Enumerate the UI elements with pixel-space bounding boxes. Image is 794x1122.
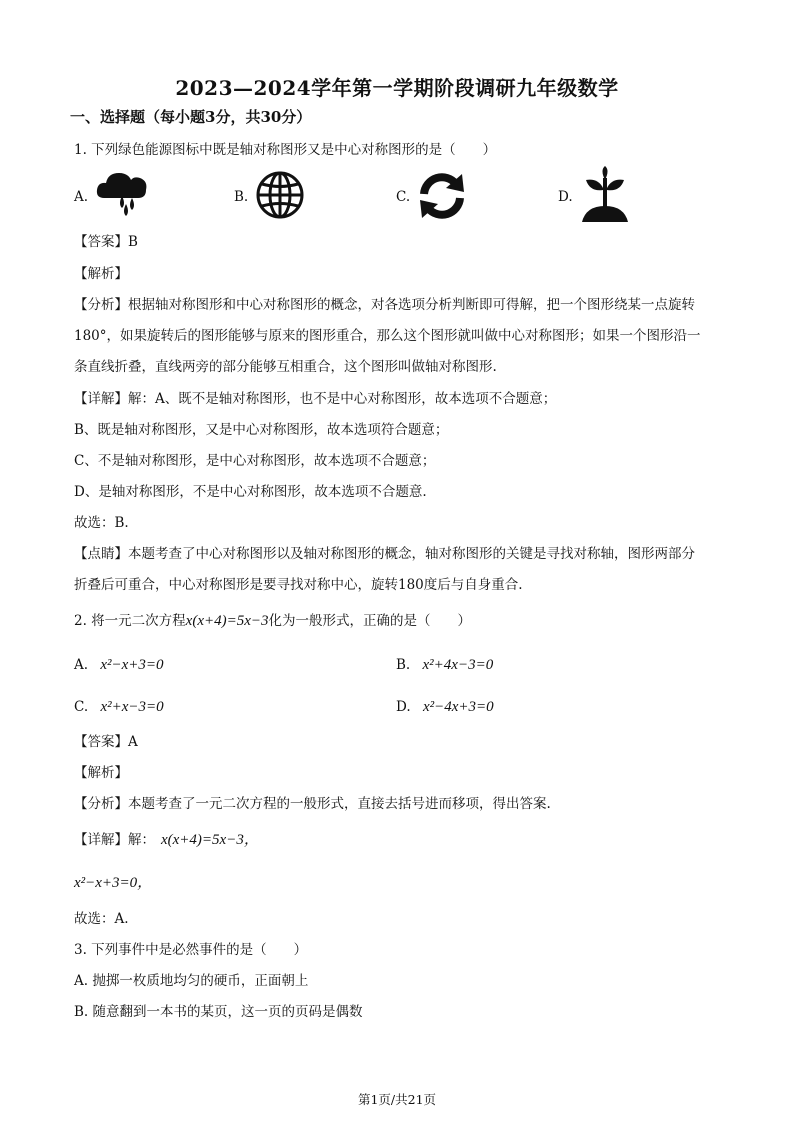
q2-detail-pre: 【详解】解： [74,832,155,848]
q2-option-b-label: B. [396,657,411,673]
q2-option-c-label: C. [74,699,89,715]
q2-analysis-heading: 【解析】 [74,765,128,781]
q1-option-b-label: B. [234,189,249,205]
section-heading: 一、选择题（每小题3分，共30分） [70,108,312,126]
q1-option-a-label: A. [74,189,89,205]
q1-comment-line-1: 【点睛】本题考查了中心对称图形以及轴对称图形的概念，轴对称图形的关键是寻找对称轴，图形两部分 [74,546,695,562]
q1-analysis-heading: 【解析】 [74,266,128,282]
q1-detail-line-4: D、是轴对称图形，不是中心对称图形，故本选项不合题意. [74,484,427,500]
q1-detail-line-1: 【详解】解：A、既不是轴对称图形，也不是中心对称图形，故本选项不合题意； [74,391,557,407]
sprout-icon [580,166,630,222]
q2-option-a [74,656,164,674]
cloud-rain-icon [94,168,150,218]
q2-option-a-label: A. [74,657,89,673]
q1-analysis-line-3: 条直线折叠，直线两旁的部分能够互相重合，这个图形叫做轴对称图形. [74,359,497,375]
q3-stem: 3. 下列事件中是必然事件的是（ ） [74,942,308,958]
q2-option-a-equation: x²−x+3=0 [100,657,164,673]
q2-stem [74,612,471,630]
page-title: 2023—2024学年第一学期阶段调研九年级数学 [175,76,619,100]
q2-stem-pre: 2. 将一元二次方程 [74,613,186,629]
q1-analysis-line-2: 180°，如果旋转后的图形能够与原来的图形重合，那么这个图形就叫做中心对称图形；如果一个图形沿一 [74,328,701,344]
q1-choice: 故选：B. [74,515,129,531]
q2-analysis: 【分析】本题考查了一元二次方程的一般形式，直接去括号进而移项，得出答案. [74,796,551,812]
q2-option-b-equation: x²+4x−3=0 [422,657,494,673]
q2-result-equation: x²−x+3=0， [74,875,153,891]
q2-option-d-equation: x²−4x+3=0 [422,699,494,715]
q2-detail [74,831,259,849]
q1-detail-line-2: B、既是轴对称图形，又是中心对称图形，故本选项符合题意； [74,422,449,438]
q2-detail-equation: x(x+4)=5x−3， [161,832,259,848]
q1-option-c-label: C. [396,189,411,205]
q2-stem-post: 化为一般形式，正确的是（ ） [268,613,472,629]
q2-option-c-equation: x²+x−3=0 [100,699,164,715]
q2-stem-equation: x(x+4)=5x−3 [185,613,269,629]
q2-result [74,874,152,892]
q2-option-b [396,656,493,674]
q3-option-b: B. 随意翻到一本书的某页，这一页的页码是偶数 [74,1004,363,1020]
q2-choice: 故选：A. [74,911,129,927]
q1-detail-line-3: C、不是轴对称图形，是中心对称图形，故本选项不合题意； [74,453,436,469]
q1-comment-line-2: 折叠后可重合，中心对称图形是要寻找对称中心，旋转180度后与自身重合. [74,577,523,593]
q2-option-d-label: D. [396,699,411,715]
q2-option-d [396,698,494,716]
page-footer: 第1页/共21页 [357,1092,437,1107]
q2-answer: 【答案】A [74,734,138,750]
recycle-arrows-icon [416,170,468,222]
q1-option-d-label: D. [558,189,573,205]
q2-option-c [74,698,164,716]
q3-option-a: A. 抛掷一枚质地均匀的硬币，正面朝上 [74,973,309,989]
q1-stem: 1. 下列绿色能源图标中既是轴对称图形又是中心对称图形的是（ ） [74,142,497,158]
q1-analysis-line-1: 【分析】根据轴对称图形和中心对称图形的概念，对各选项分析判断即可得解，把一个图形绕某一点旋转 [74,297,695,313]
globe-icon [255,170,305,220]
q1-answer: 【答案】B [74,234,138,250]
